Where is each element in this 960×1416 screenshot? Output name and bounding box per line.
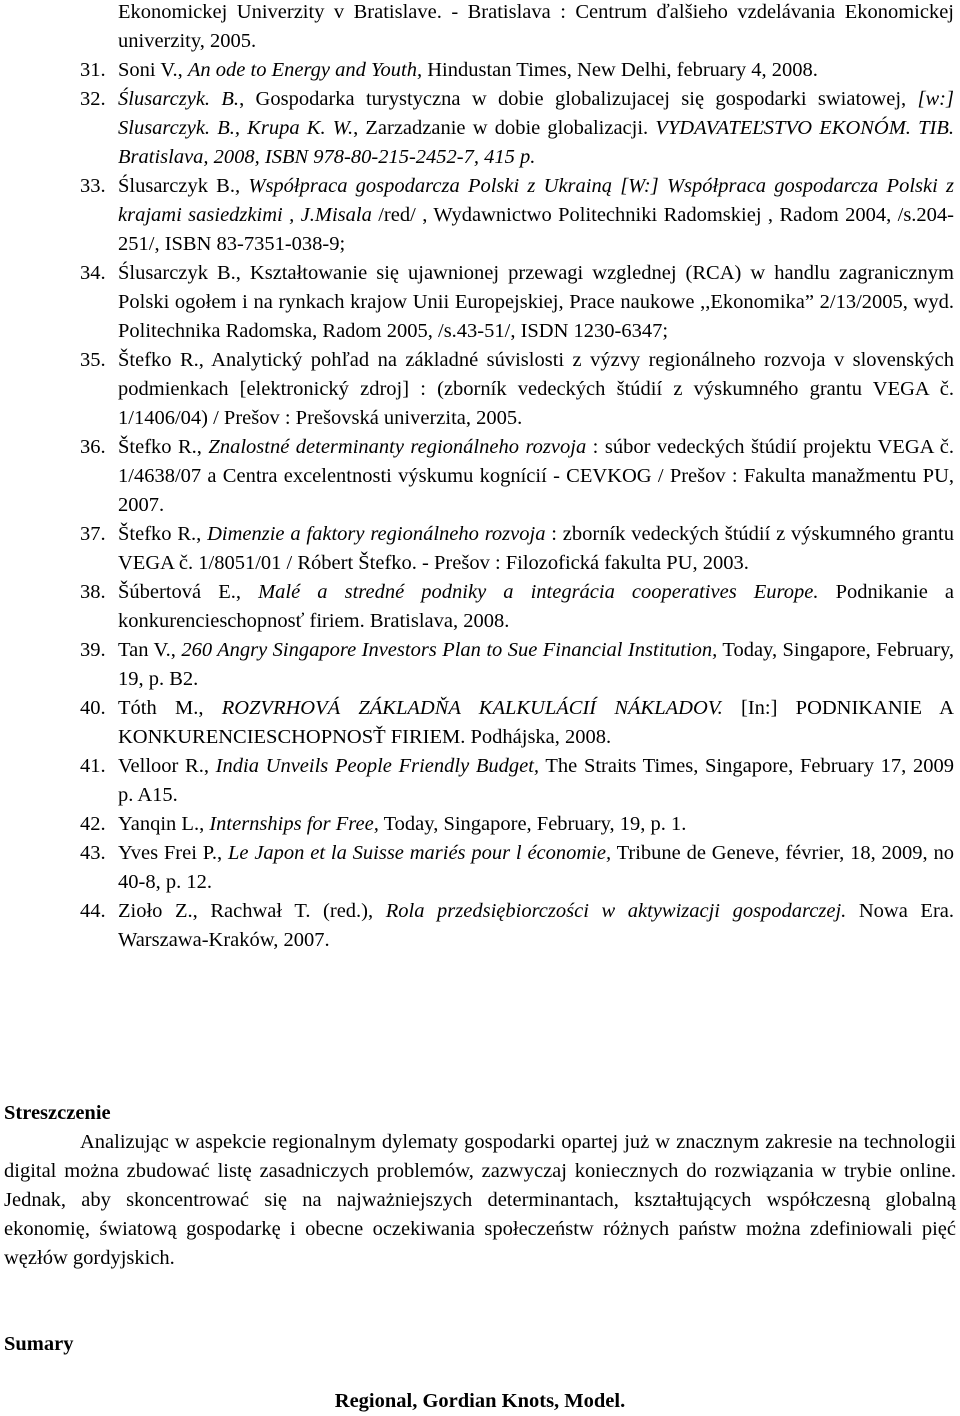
reference-title-italic: Le Japon et la Suisse mariés pour l économie,: [227, 842, 612, 864]
reference-item: [0, 810, 960, 839]
reference-number: 41.: [80, 755, 106, 777]
reference-title-italic: 260 Angry Singapore Investors Plan to Sue Financial Institution,: [181, 639, 718, 661]
reference-item: [0, 897, 960, 955]
reference-text: , Gospodarka turystyczna w dobie globalizujacej się gospodarki swiatowej,: [239, 88, 918, 110]
reference-text: [In:] PODNIKANIE A KONKURENCIESCHOPNOSŤ FIRIEM. Podhájska, 2008.: [118, 697, 954, 748]
reference-title-italic: Znalostné determinanty regionálneho rozvoja: [208, 436, 587, 458]
reference-number: 35.: [80, 349, 106, 371]
reference-item: [0, 56, 960, 85]
reference-title-italic: Rola przedsiębiorczości w aktywizacji gospodarczej.: [385, 900, 847, 922]
reference-item: [0, 520, 960, 578]
reference-number: 34.: [80, 262, 106, 284]
sumary-heading: Sumary: [4, 1333, 74, 1355]
reference-text: Yves Frei P.,: [118, 842, 228, 864]
reference-title-italic: Internships for Free,: [209, 813, 379, 835]
reference-number: 43.: [80, 842, 106, 864]
reference-text: : súbor vedeckých štúdií projektu VEGA č. 1/4638/07 a Centra excelentnosti výskumu kognícií - CEVKOG / Prešov : Fakulta manažmentu PU, 2007.: [118, 436, 955, 516]
reference-number: 42.: [80, 813, 106, 835]
reference-item: [0, 85, 960, 172]
reference-number: 38.: [80, 581, 106, 603]
reference-title-italic: , Współpraca gospodarcza Polski z Ukrainą [W:] Współpraca gospodarcza Polski z krajami sasiedzkimi , J.Misala: [118, 175, 954, 226]
reference-title-italic: Ślusarczyk. B.: [118, 88, 240, 110]
streszczenie-paragraph: Analizując w aspekcie regionalnym dylematy gospodarki opartej już w znacznym zakresie na technologii digital można zbudować listę zasadniczych problemów, zazwyczaj koniecznych do rozwiązania w trybie online. Jednak, aby skoncentrować się na najważniejszych determinantach, kształtujących współczesną globalną ekonomię, światową gospodarkę i obecne oczekiwania społeczeństw różnych państw można zdefiniowali pięć węzłów gordyjskich.: [4, 1131, 956, 1269]
reference-text: Ekonomickej Univerzity v Bratislave. - Bratislava : Centrum ďalšieho vzdelávania Ekonomickej univerzity, 2005.: [118, 1, 954, 52]
reference-item: [0, 172, 960, 259]
reference-title-italic: [w:] Slusarczyk. B., Krupa K. W.: [118, 88, 954, 139]
reference-text: Tóth M.,: [118, 697, 222, 719]
reference-text: Tan V.,: [118, 639, 182, 661]
reference-number: 39.: [80, 639, 106, 661]
keywords-line: Regional, Gordian Knots, Model.: [334, 1390, 626, 1412]
reference-title-italic: An ode to Energy and Youth,: [187, 59, 423, 81]
reference-text: Yanqin L.,: [118, 813, 210, 835]
reference-item: [0, 578, 960, 636]
reference-text: Hindustan Times, New Delhi, february 4, 2008.: [422, 59, 818, 81]
reference-text: , Zarzadzanie w dobie globalizacji.: [353, 117, 656, 139]
reference-title-italic: Dimenzie a faktory regionálneho rozvoja: [207, 523, 546, 545]
reference-text: Ślusarczyk B.: [118, 175, 235, 197]
reference-item: [0, 346, 960, 433]
reference-text: Štefko R.,: [118, 436, 209, 458]
reference-number: 33.: [80, 175, 106, 197]
reference-text: Šúbertová E.,: [118, 581, 259, 603]
reference-text: Today, Singapore, February, 19, p. B2.: [118, 639, 954, 690]
reference-item: [0, 636, 960, 694]
reference-number: 32.: [80, 88, 106, 110]
reference-title-italic: ROZVRHOVÁ ZÁKLADŇA KALKULÁCIÍ NÁKLADOV.: [221, 697, 723, 719]
reference-item: [0, 0, 960, 56]
reference-text: Tribune de Geneve, février, 18, 2009, no 40-8, p. 12.: [118, 842, 954, 893]
reference-text: Zioło Z., Rachwał T. (red.),: [118, 900, 386, 922]
reference-number: 44.: [80, 900, 106, 922]
reference-number: 36.: [80, 436, 106, 458]
reference-text: Today, Singapore, February, 19, p. 1.: [378, 813, 687, 835]
reference-text: The Straits Times, Singapore, February 17, 2009 p. A15.: [118, 755, 954, 806]
reference-title-italic: VYDAVATEĽSTVO EKONÓM. TIB. Bratislava, 2008, ISBN 978-80-215-2452-7, 415 p.: [118, 117, 954, 168]
reference-item: [0, 839, 960, 897]
reference-text: Velloor R.,: [118, 755, 216, 777]
reference-item: [0, 752, 960, 810]
reference-item: [0, 259, 960, 346]
reference-text: Nowa Era. Warszawa-Kraków, 2007.: [118, 900, 955, 951]
reference-text: Soni V.,: [118, 59, 188, 81]
reference-item: [0, 694, 960, 752]
reference-text: : zborník vedeckých štúdií z výskumného grantu VEGA č. 1/8051/01 / Róbert Štefko. - Prešov : Filozofická fakulta PU, 2003.: [118, 523, 954, 574]
reference-text: /red/ , Wydawnictwo Politechniki Radomskiej , Radom 2004, /s.204-251/, ISBN 83-7351-038-9;: [118, 204, 954, 255]
reference-title-italic: India Unveils People Friendly Budget,: [215, 755, 540, 777]
reference-text: Ślusarczyk B., Kształtowanie się ujawnionej przewagi wzglednej (RCA) w handlu zagranicznym Polski ogołem i na rynkach krajow Unii Europejskiej, Prace naukowe ,,Ekonomika” 2/13/2005, wyd. Politechnika Radomska, Radom 2005, /s.43-51/, ISDN 1230-6347;: [118, 262, 954, 342]
reference-number: 40.: [80, 697, 106, 719]
streszczenie-heading: Streszczenie: [4, 1102, 111, 1124]
reference-number: 37.: [80, 523, 106, 545]
reference-item: [0, 433, 960, 520]
reference-number: 31.: [80, 59, 106, 81]
reference-text: Štefko R., Analytický pohľad na základné súvislosti z výzvy regionálneho rozvoja v slovenských podmienkach [elektronický zdroj] : (zborník vedeckých štúdií z výskumného grantu VEGA č. 1/1406/04) / Prešov : Prešovská univerzita, 2005.: [118, 349, 954, 429]
reference-title-italic: Malé a stredné podniky a integrácia cooperatives Europe.: [258, 581, 819, 603]
reference-text: Podnikanie a konkurencieschopnosť firiem. Bratislava, 2008.: [118, 581, 954, 632]
reference-text: Štefko R.,: [118, 523, 208, 545]
